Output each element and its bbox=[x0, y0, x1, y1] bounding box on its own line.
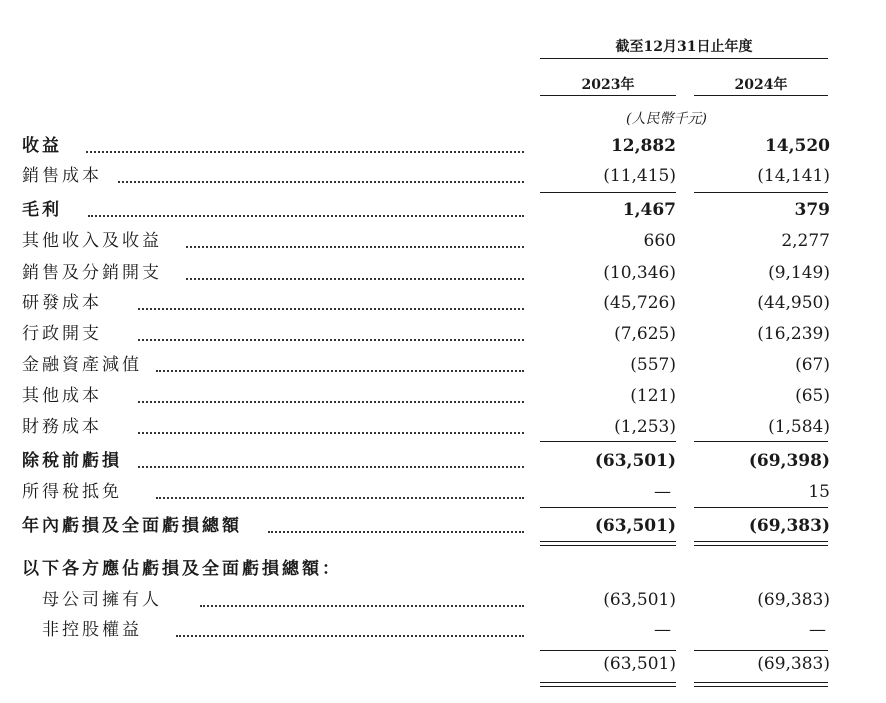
row-label: 銷售及分銷開支 bbox=[22, 263, 162, 283]
total-double-rule-2023 bbox=[540, 682, 676, 687]
value-2024: (69,383) bbox=[757, 590, 830, 610]
value-2023: 1,467 bbox=[622, 200, 676, 220]
value-2024: 2,277 bbox=[781, 231, 830, 251]
table-row bbox=[0, 231, 886, 261]
row-label: 其他成本 bbox=[22, 386, 102, 406]
table-row bbox=[0, 451, 886, 481]
value-2023: (63,501) bbox=[603, 654, 676, 674]
row-label: 非控股權益 bbox=[42, 620, 142, 640]
value-2023: — bbox=[654, 482, 671, 502]
leader-dots bbox=[268, 531, 524, 533]
row-label: 所得稅抵免 bbox=[22, 482, 122, 502]
subtotal-rule-2023 bbox=[540, 192, 676, 193]
value-2023: (63,501) bbox=[594, 451, 676, 471]
value-2024: 379 bbox=[794, 200, 830, 220]
row-label: 年內虧損及全面虧損總額 bbox=[22, 516, 242, 536]
leader-dots bbox=[138, 401, 524, 403]
table-row bbox=[0, 559, 886, 589]
unit-label: (人民幣千元) bbox=[626, 111, 707, 127]
subtotal-rule-2024 bbox=[694, 192, 828, 193]
column-header-2023: 2023年 bbox=[581, 77, 635, 93]
total-double-rule-2024 bbox=[694, 682, 828, 687]
leader-dots bbox=[118, 181, 524, 183]
value-2024: (69,383) bbox=[757, 654, 830, 674]
row-label: 收益 bbox=[22, 136, 62, 156]
value-2023: (45,726) bbox=[603, 293, 676, 313]
table-row bbox=[0, 200, 886, 230]
subtotal-rule-2024 bbox=[694, 650, 828, 651]
value-2024: 14,520 bbox=[764, 136, 830, 156]
value-2024: (14,141) bbox=[757, 166, 830, 186]
table-row bbox=[0, 324, 886, 354]
table-row bbox=[0, 355, 886, 385]
row-label: 以下各方應佔虧損及全面虧損總額： bbox=[22, 559, 342, 579]
value-2024: (9,149) bbox=[768, 263, 830, 283]
value-2023: (1,253) bbox=[614, 417, 676, 437]
value-2024: — bbox=[809, 620, 826, 640]
subtotal-rule-2023 bbox=[540, 650, 676, 651]
value-2023: (557) bbox=[630, 355, 676, 375]
value-2023: (7,625) bbox=[614, 324, 676, 344]
value-2024: (44,950) bbox=[757, 293, 830, 313]
table-row bbox=[0, 654, 886, 684]
value-2023: (121) bbox=[630, 386, 676, 406]
value-2023: (63,501) bbox=[603, 590, 676, 610]
period-header-rule bbox=[540, 58, 828, 59]
row-label: 除稅前虧損 bbox=[22, 451, 122, 471]
leader-dots bbox=[88, 215, 524, 217]
row-label: 行政開支 bbox=[22, 324, 102, 344]
value-2023: (10,346) bbox=[603, 263, 676, 283]
leader-dots bbox=[138, 466, 524, 468]
row-label: 銷售成本 bbox=[22, 166, 102, 186]
table-row bbox=[0, 386, 886, 416]
value-2023: 660 bbox=[643, 231, 676, 251]
leader-dots bbox=[86, 151, 524, 153]
leader-dots bbox=[186, 246, 524, 248]
subtotal-rule-2023 bbox=[540, 441, 676, 442]
value-2024: (69,383) bbox=[748, 516, 830, 536]
column-header-rule-2024 bbox=[694, 95, 828, 96]
value-2023: — bbox=[654, 620, 671, 640]
leader-dots bbox=[156, 497, 524, 499]
value-2024: (16,239) bbox=[757, 324, 830, 344]
value-2024: (65) bbox=[795, 386, 830, 406]
leader-dots bbox=[200, 605, 524, 607]
leader-dots bbox=[138, 339, 524, 341]
leader-dots bbox=[156, 370, 524, 372]
leader-dots bbox=[138, 432, 524, 434]
row-label: 毛利 bbox=[22, 200, 62, 220]
row-label: 財務成本 bbox=[22, 417, 102, 437]
row-label: 金融資產減值 bbox=[22, 355, 142, 375]
value-2024: (1,584) bbox=[768, 417, 830, 437]
value-2024: (67) bbox=[795, 355, 830, 375]
subtotal-rule-2024 bbox=[694, 507, 828, 508]
period-header: 截至12月31日止年度 bbox=[615, 39, 753, 55]
table-row bbox=[0, 417, 886, 447]
value-2023: 12,882 bbox=[610, 136, 676, 156]
total-double-rule-2024 bbox=[694, 541, 828, 546]
leader-dots bbox=[186, 278, 524, 280]
table-row bbox=[0, 263, 886, 293]
value-2024: 15 bbox=[808, 482, 830, 502]
column-header-rule-2023 bbox=[540, 95, 676, 96]
leader-dots bbox=[138, 308, 524, 310]
value-2023: (11,415) bbox=[603, 166, 676, 186]
column-header-2024: 2024年 bbox=[734, 77, 788, 93]
leader-dots bbox=[176, 635, 524, 637]
value-2024: (69,398) bbox=[748, 451, 830, 471]
table-row bbox=[0, 293, 886, 323]
row-label: 研發成本 bbox=[22, 293, 102, 313]
total-double-rule-2023 bbox=[540, 541, 676, 546]
subtotal-rule-2023 bbox=[540, 507, 676, 508]
subtotal-rule-2024 bbox=[694, 441, 828, 442]
table-row bbox=[0, 590, 886, 620]
row-label: 母公司擁有人 bbox=[42, 590, 162, 610]
value-2023: (63,501) bbox=[594, 516, 676, 536]
row-label: 其他收入及收益 bbox=[22, 231, 162, 251]
table-row bbox=[0, 620, 886, 650]
table-row bbox=[0, 136, 886, 166]
